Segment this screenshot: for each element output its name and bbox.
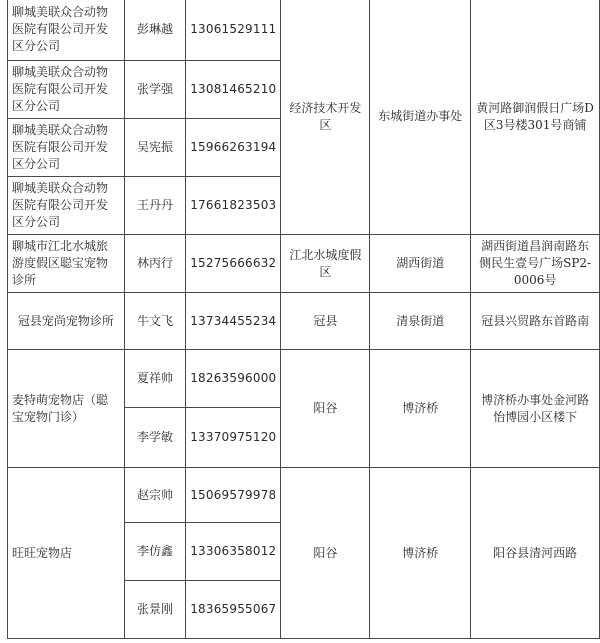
contact-person-cell: 吴宪振 xyxy=(124,119,185,177)
street-cell: 东城街道办事处 xyxy=(370,0,471,235)
contact-person-cell: 张景刚 xyxy=(124,581,185,639)
phone-cell: 18365955067 xyxy=(186,581,281,639)
clinic-name-cell: 聊城美联众合动物医院有限公司开发区分公司 xyxy=(8,177,125,235)
address-cell: 湖西街道昌润南路东侧民生壹号广场SP2-0006号 xyxy=(471,235,600,293)
phone-cell: 13370975120 xyxy=(186,408,281,468)
contact-person-cell: 李学敏 xyxy=(124,408,185,468)
phone-cell: 13734455234 xyxy=(186,293,281,350)
contact-person-cell: 牛文飞 xyxy=(124,293,185,350)
pet-clinic-table xyxy=(7,0,600,639)
clinic-name-cell: 聊城美联众合动物医院有限公司开发区分公司 xyxy=(8,0,125,61)
clinic-name-cell: 聊城美联众合动物医院有限公司开发区分公司 xyxy=(8,119,125,177)
street-cell: 清泉街道 xyxy=(370,293,471,350)
phone-cell: 17661823503 xyxy=(186,177,281,235)
district-cell: 阳谷 xyxy=(281,468,370,639)
street-cell: 湖西街道 xyxy=(370,235,471,293)
clinic-name-cell: 麦特萌宠物店（聪宝宠物门诊） xyxy=(8,350,125,468)
address-cell: 冠县兴贸路东首路南 xyxy=(471,293,600,350)
contact-person-cell: 李仿鑫 xyxy=(124,523,185,581)
phone-cell: 15966263194 xyxy=(186,119,281,177)
street-cell: 博济桥 xyxy=(370,350,471,468)
contact-person-cell: 夏祥帅 xyxy=(124,350,185,408)
contact-person-cell: 张学强 xyxy=(124,61,185,119)
phone-cell: 13081465210 xyxy=(186,61,281,119)
phone-cell: 13306358012 xyxy=(186,523,281,581)
contact-person-cell: 彭琳越 xyxy=(124,0,185,61)
table-row xyxy=(8,235,600,293)
street-cell: 博济桥 xyxy=(370,468,471,639)
address-cell: 博济桥办事处金河路怡博园小区楼下 xyxy=(471,350,600,468)
district-cell: 冠县 xyxy=(281,293,370,350)
district-cell: 阳谷 xyxy=(281,350,370,468)
clinic-name-cell: 旺旺宠物店 xyxy=(8,468,125,639)
clinic-name-cell: 聊城美联众合动物医院有限公司开发区分公司 xyxy=(8,61,125,119)
clinic-name-cell: 冠县宠尚宠物诊所 xyxy=(8,293,125,350)
district-cell: 江北水城度假区 xyxy=(281,235,370,293)
phone-cell: 18263596000 xyxy=(186,350,281,408)
contact-person-cell: 林丙行 xyxy=(124,235,185,293)
address-cell: 黄河路御润假日广场D区3号楼301号商铺 xyxy=(471,0,600,235)
table-row xyxy=(8,468,600,523)
phone-cell: 15275666632 xyxy=(186,235,281,293)
phone-cell: 15069579978 xyxy=(186,468,281,523)
address-cell: 阳谷县清河西路 xyxy=(471,468,600,639)
table-row xyxy=(8,293,600,350)
table-row xyxy=(8,0,600,61)
contact-person-cell: 王丹丹 xyxy=(124,177,185,235)
district-cell: 经济技术开发区 xyxy=(281,0,370,235)
table-row xyxy=(8,350,600,408)
phone-cell: 13061529111 xyxy=(186,0,281,61)
clinic-name-cell: 聊城市江北水城旅游度假区聪宝宠物诊所 xyxy=(8,235,125,293)
contact-person-cell: 赵宗帅 xyxy=(124,468,185,523)
